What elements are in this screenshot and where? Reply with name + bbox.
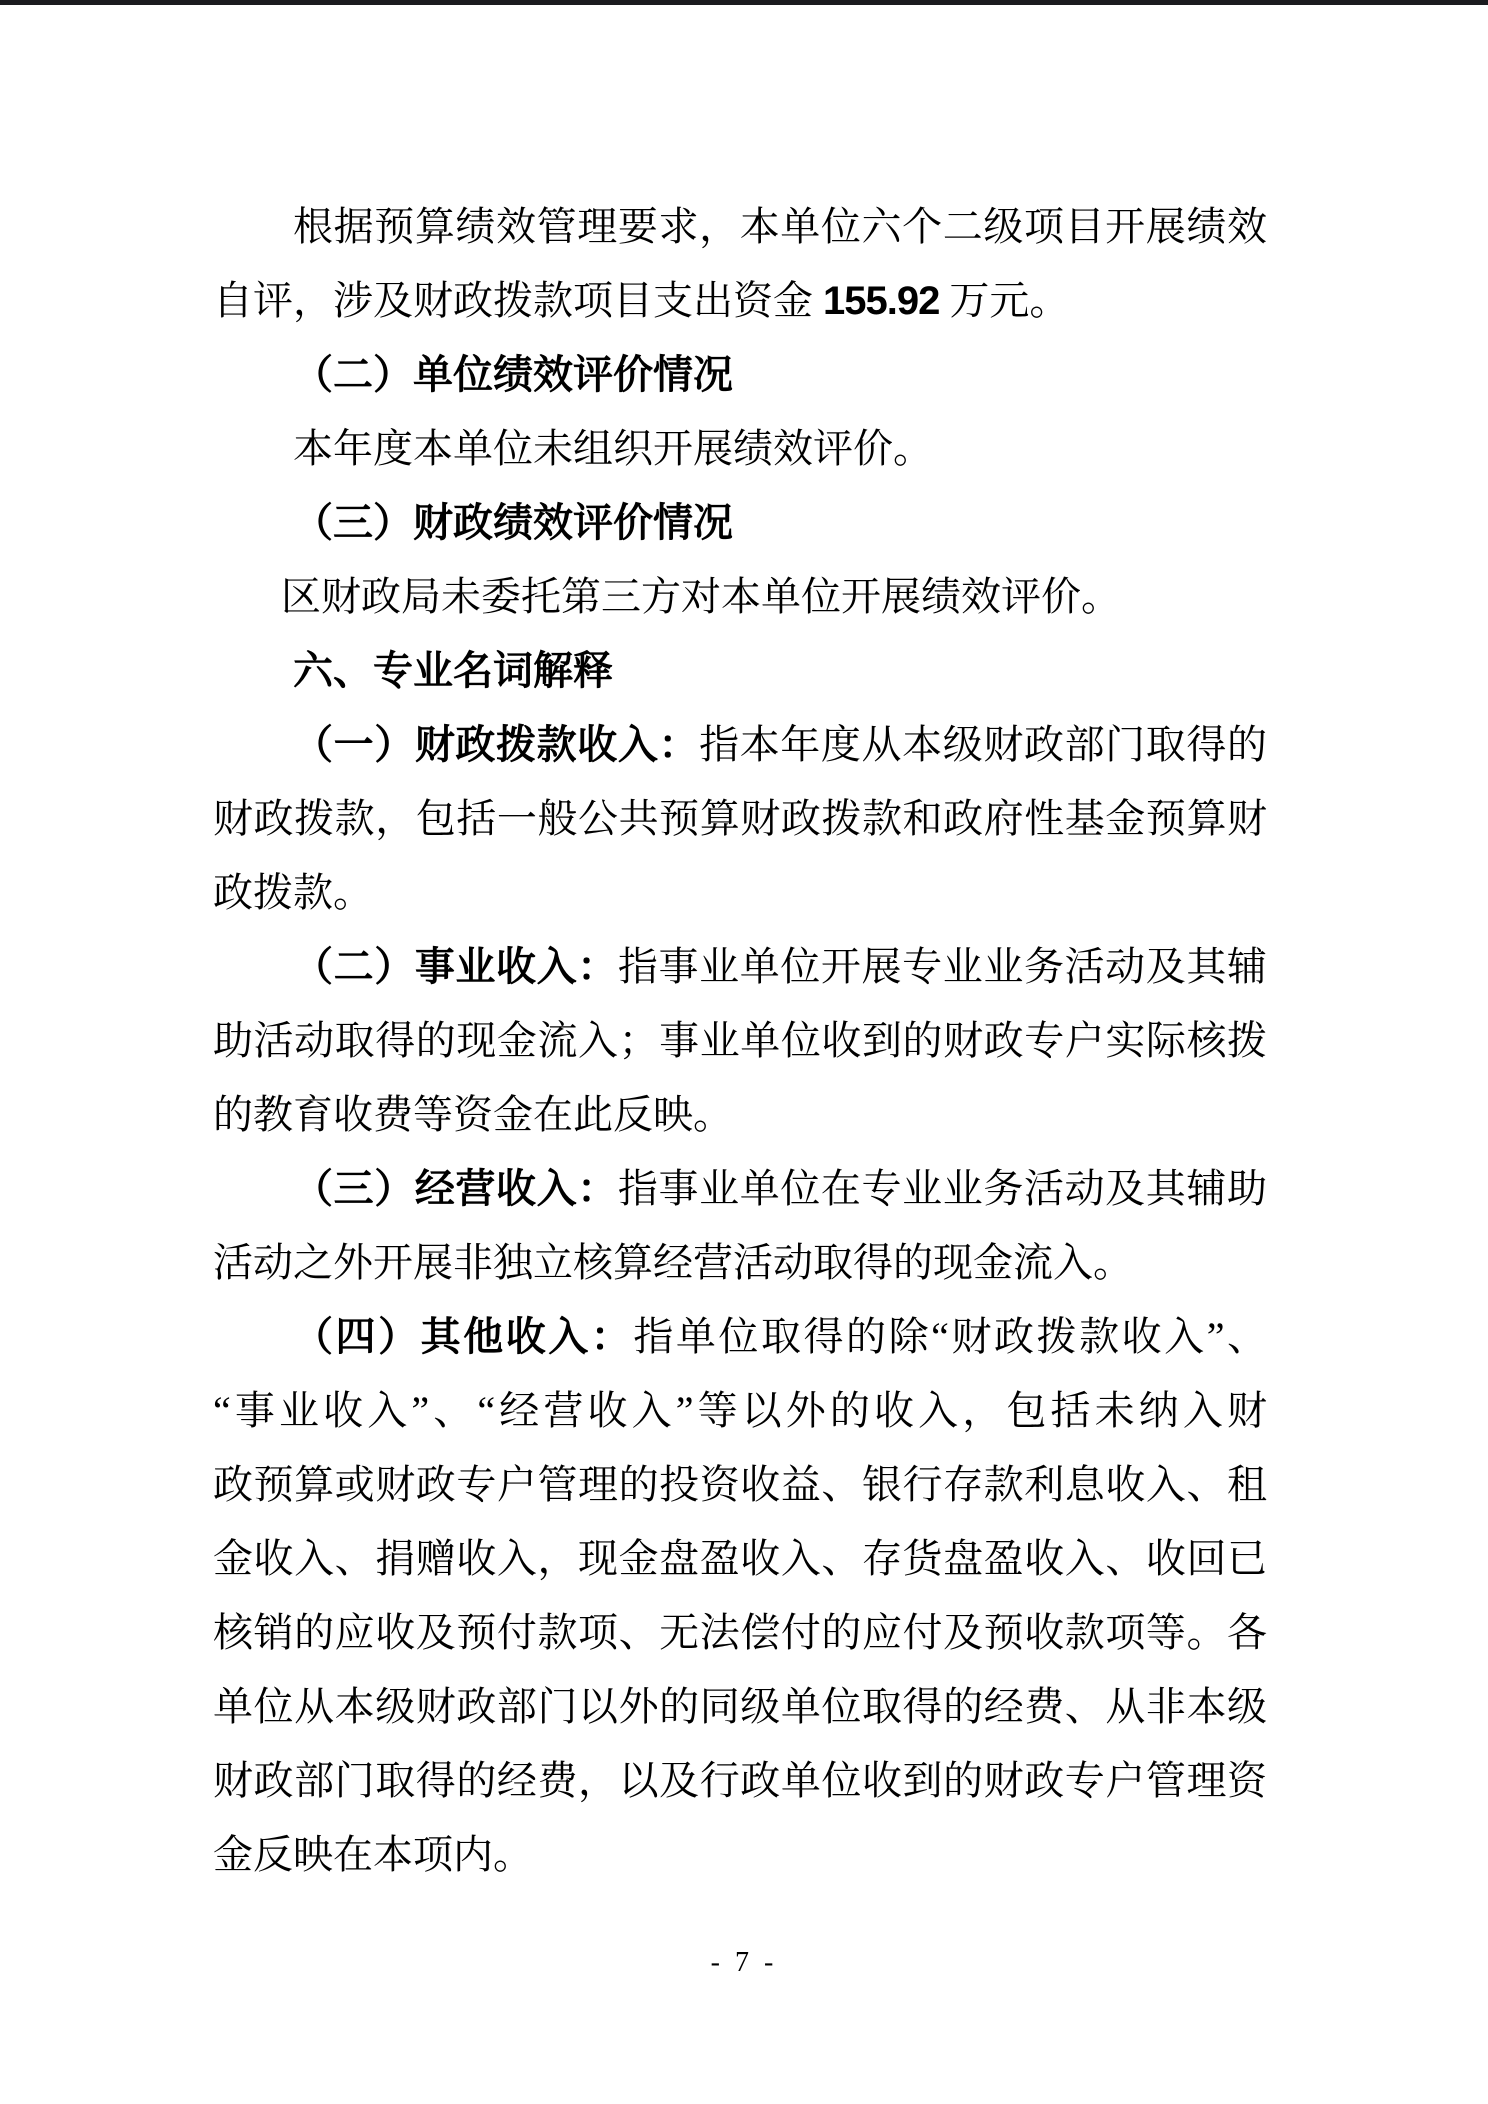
text-line bbox=[213, 1818, 1267, 1892]
text-line bbox=[213, 1078, 1267, 1152]
body-text: 根据预算绩效管理要求，本单位六个二级项目开展绩效 bbox=[293, 204, 1267, 249]
amount-value: 155.92 bbox=[823, 279, 940, 323]
body-text: “事业收入”、“经营收入”等以外的收入，包括未纳入财 bbox=[213, 1388, 1267, 1433]
body-text: 金反映在本项内。 bbox=[213, 1832, 533, 1877]
page-top-edge bbox=[0, 0, 1488, 5]
body-text: 本年度本单位未组织开展绩效评价。 bbox=[293, 426, 933, 471]
text-line bbox=[213, 1670, 1267, 1744]
document-body bbox=[213, 190, 1267, 1892]
section-heading bbox=[213, 634, 1267, 708]
term-label: 六、专业名词解释 bbox=[293, 648, 613, 693]
text-line bbox=[213, 1226, 1267, 1300]
text-line bbox=[213, 1448, 1267, 1522]
body-text: 自评，涉及财政拨款项目支出资金 bbox=[213, 278, 823, 323]
text-line bbox=[213, 856, 1267, 930]
body-text: 助活动取得的现金流入；事业单位收到的财政专户实际核拨 bbox=[213, 1018, 1267, 1063]
term-label: （三）经营收入： bbox=[293, 1166, 618, 1211]
body-text: 政预算或财政专户管理的投资收益、银行存款利息收入、租 bbox=[213, 1462, 1267, 1507]
term-label: （三）财政绩效评价情况 bbox=[293, 500, 733, 545]
body-text: 核销的应收及预付款项、无法偿付的应付及预收款项等。各 bbox=[213, 1610, 1267, 1655]
term-label: （二）事业收入： bbox=[293, 944, 618, 989]
text-line bbox=[213, 264, 1267, 338]
section-heading bbox=[213, 486, 1267, 560]
body-text: 指事业单位在专业业务活动及其辅助 bbox=[617, 1166, 1268, 1211]
text-line bbox=[213, 1004, 1267, 1078]
body-text: 指事业单位开展专业业务活动及其辅 bbox=[617, 944, 1268, 989]
body-text: 的教育收费等资金在此反映。 bbox=[213, 1092, 733, 1137]
text-line bbox=[213, 1374, 1267, 1448]
page-number: - 7 - bbox=[710, 1947, 778, 1978]
term-label: （一）财政拨款收入： bbox=[293, 722, 700, 767]
body-text: 活动之外开展非独立核算经营活动取得的现金流入。 bbox=[213, 1240, 1133, 1285]
body-text: 财政拨款，包括一般公共预算财政拨款和政府性基金预算财 bbox=[213, 796, 1267, 841]
body-text: 财政部门取得的经费，以及行政单位收到的财政专户管理资 bbox=[213, 1758, 1267, 1803]
body-text: 单位从本级财政部门以外的同级单位取得的经费、从非本级 bbox=[213, 1684, 1267, 1729]
text-line bbox=[213, 1522, 1267, 1596]
text-line bbox=[213, 412, 1267, 486]
text-line bbox=[213, 1744, 1267, 1818]
body-text: 指单位取得的除“财政拨款收入”、 bbox=[633, 1314, 1267, 1359]
text-line bbox=[213, 1300, 1267, 1374]
text-line bbox=[213, 560, 1267, 634]
text-line bbox=[213, 1596, 1267, 1670]
text-line bbox=[213, 930, 1267, 1004]
body-text: 政拨款。 bbox=[213, 870, 373, 915]
body-text: 金收入、捐赠收入，现金盘盈收入、存货盘盈收入、收回已 bbox=[213, 1536, 1267, 1581]
body-text: 区财政局未委托第三方对本单位开展绩效评价。 bbox=[281, 574, 1121, 619]
term-label: （二）单位绩效评价情况 bbox=[293, 352, 733, 397]
section-heading bbox=[213, 338, 1267, 412]
term-label: （四）其他收入： bbox=[293, 1314, 634, 1359]
text-line bbox=[213, 190, 1267, 264]
body-text: 指本年度从本级财政部门取得的 bbox=[699, 722, 1268, 767]
text-line bbox=[213, 708, 1267, 782]
text-line bbox=[213, 782, 1267, 856]
text-line bbox=[213, 1152, 1267, 1226]
body-text: 万元。 bbox=[939, 278, 1070, 323]
